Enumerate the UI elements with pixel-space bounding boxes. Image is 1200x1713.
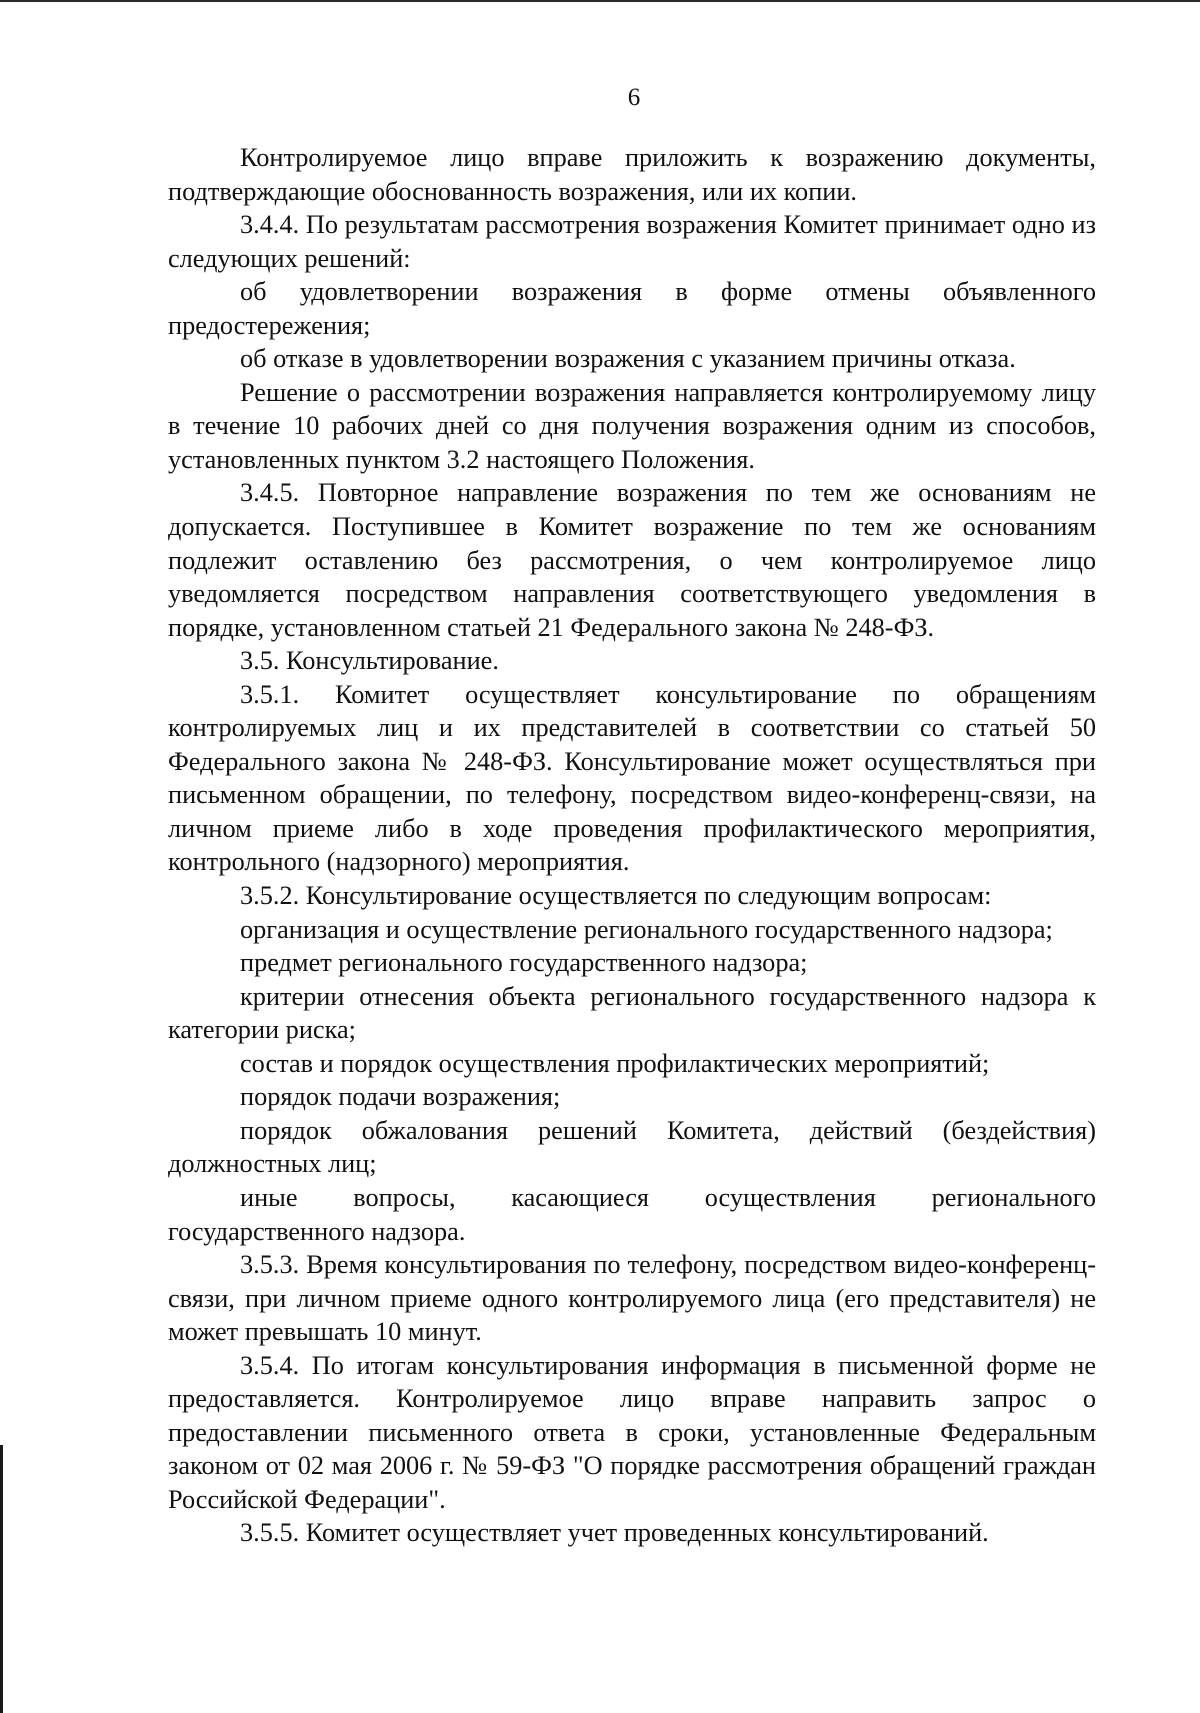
list-item-appeal-procedure: порядок обжалования решений Комитета, действий (бездействия) должностных лиц; (168, 1115, 1096, 1179)
list-item-other-questions: иные вопросы, касающиеся осуществления регионального государственного надзора. (168, 1182, 1096, 1246)
paragraph-3-5-3: 3.5.3. Время консультирования по телефону, посредством видео-конференц-связи, при личном приеме одного контролируемого лица (его представителя) не может превышать 10 минут. (168, 1250, 1096, 1347)
paragraph-3-5-2: 3.5.2. Консультирование осуществляется по следующим вопросам: (240, 881, 992, 911)
paragraph-decision-satisfy: об удовлетворении возражения в форме отмены объявленного предостережения; (168, 277, 1096, 340)
scan-edge-top (0, 0, 1200, 2)
paragraph-3-4-5: 3.4.5. Повторное направление возражения по тем же основаниям не допускается. Поступившее в Комитет возражение по тем же основаниям подлежит оставлению без рассмотрения, о чем контролируемое лицо уведомляется посредством направления соответствующего уведомления в порядке, установленном статьей 21 Федерального закона № 248-ФЗ. (168, 478, 1096, 642)
list-item-risk-criteria: критерии отнесения объекта регионального государственного надзора к категории риска; (168, 981, 1096, 1045)
paragraph-3-5-5: 3.5.5. Комитет осуществляет учет проведенных консультирований. (240, 1518, 989, 1548)
scan-edge-left (0, 1445, 3, 1713)
paragraph-decision-notification: Решение о рассмотрении возражения направляется контролируемому лицу в течение 10 рабочих дней со дня получения возражения одним из способов, установленных пунктом 3.2 настоящего Положения. (168, 377, 1096, 474)
list-item-objection-procedure: порядок подачи возражения; (240, 1082, 561, 1112)
paragraph-objection-documents: Контролируемое лицо вправе приложить к возражению документы, подтверждающие обоснованность возражения, или их копии. (168, 143, 1096, 206)
paragraph-3-5-1: 3.5.1. Комитет осуществляет консультирование по обращениям контролируемых лиц и их представителей в соответствии со статьей 50 Федерального закона № 248-ФЗ. Консультирование может осуществляться при письменном обращении, по телефону, посредством видео-конференц-связи, на личном приеме либо в ходе проведения профилактического мероприятия, контрольного (надзорного) мероприятия. (168, 679, 1096, 877)
paragraph-3-5-4: 3.5.4. По итогам консультирования информация в письменной форме не предоставляется. Контролируемое лицо вправе направить запрос о предоставлении письменного ответа в сроки, установленные Федеральным законом от 02 мая 2006 г. № 59-ФЗ "О порядке рассмотрения обращений граждан Российской Федерации". (168, 1350, 1096, 1514)
page-number: 6 (627, 84, 641, 111)
list-item-preventive-measures: состав и порядок осуществления профилактических мероприятий; (240, 1048, 990, 1078)
document-body (168, 141, 1096, 1550)
list-item-subject: предмет регионального государственного надзора; (240, 948, 808, 978)
paragraph-3-5-heading: 3.5. Консультирование. (240, 646, 499, 676)
paragraph-decision-refuse: об отказе в удовлетворении возражения с указанием причины отказа. (240, 344, 1016, 374)
paragraph-3-4-4: 3.4.4. По результатам рассмотрения возражения Комитет принимает одно из следующих решений: (168, 210, 1096, 273)
list-item-organization: организация и осуществление регионального государственного надзора; (240, 914, 1053, 944)
